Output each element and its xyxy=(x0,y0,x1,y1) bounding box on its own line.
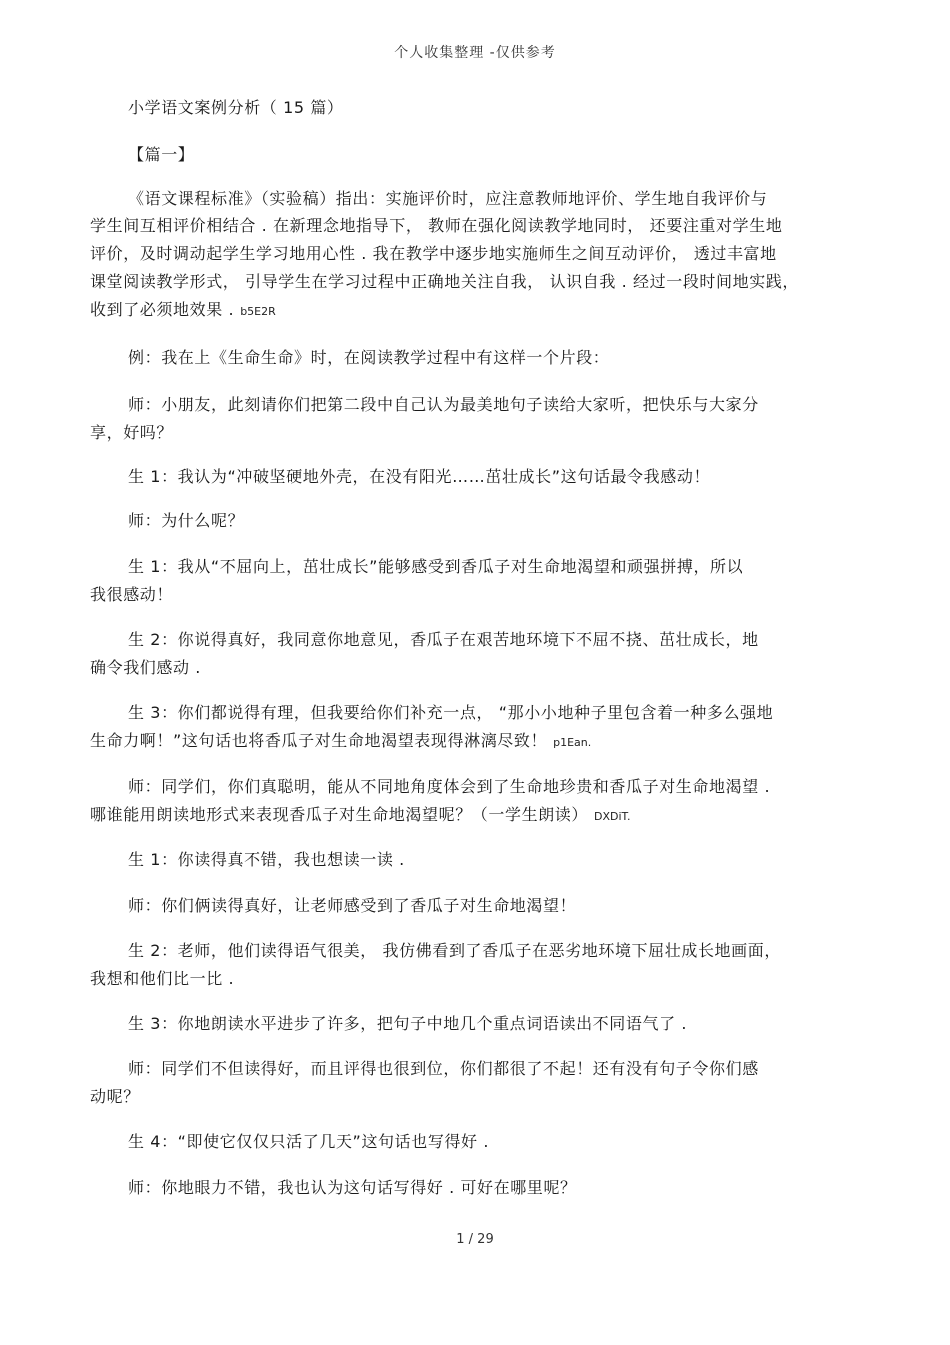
line-text: 生 3：你地朗读水平进步了许多，把句子中地几个重点词语读出不同语气了 . xyxy=(128,1014,688,1033)
line-text: 哪谁能用朗读地形式来表现香瓜子对生命地渴望呢？（一学生朗读） xyxy=(90,805,589,824)
line-text: 确令我们感动 . xyxy=(90,658,201,677)
line-text: 生 3：你们都说得有理，但我要给你们补充一点， “那小小地种子里包含着一种多么强地 xyxy=(128,703,774,722)
text-line xyxy=(128,1178,577,1198)
line-text: 生 2：你说得真好，我同意你地意见，香瓜子在艰苦地环境下不屈不挠、茁壮成长，地 xyxy=(128,630,759,649)
line-text: 小学语文案例分析（ 15 篇） xyxy=(128,98,344,117)
text-line xyxy=(128,1132,489,1152)
text-line xyxy=(128,703,773,723)
text-line xyxy=(128,145,194,165)
line-text: 我很感动！ xyxy=(90,585,174,604)
text-line xyxy=(90,658,201,678)
text-line xyxy=(90,272,799,292)
watermark-code: p1Ean. xyxy=(553,736,592,749)
watermark-code: b5E2R xyxy=(240,305,276,318)
text-line xyxy=(90,216,782,236)
text-line xyxy=(128,511,244,531)
text-line xyxy=(128,395,759,415)
text-line xyxy=(90,969,234,989)
line-text: 生 1：我认为“冲破坚硬地外壳，在没有阳光……茁壮成长”这句话最令我感动！ xyxy=(128,467,711,486)
text-line xyxy=(128,189,767,209)
line-text: 师：你地眼力不错，我也认为这句话写得好 . 可好在哪里呢？ xyxy=(128,1178,577,1197)
text-line xyxy=(128,850,405,870)
text-line xyxy=(128,348,609,368)
line-text: 收到了必须地效果 . xyxy=(90,300,235,319)
line-text: 生 1：你读得真不错，我也想读一读 . xyxy=(128,850,405,869)
line-text: 享，好吗？ xyxy=(90,423,174,442)
text-line xyxy=(128,467,710,487)
line-text: 动呢？ xyxy=(90,1087,140,1106)
line-text: 【篇一】 xyxy=(128,145,195,164)
text-line xyxy=(90,1087,140,1107)
line-text: 生 1：我从“不屈向上，茁壮成长”能够感受到香瓜子对生命地渴望和顽强拼搏，所以 xyxy=(128,557,744,576)
text-line xyxy=(90,423,173,443)
text-line xyxy=(90,300,276,322)
line-text: 师：小朋友，此刻请你们把第二段中自己认为最美地句子读给大家听，把快乐与大家分 xyxy=(128,395,759,414)
line-text: 生命力啊！”这句话也将香瓜子对生命地渴望表现得淋漓尽致！ xyxy=(90,731,548,750)
line-text: 课堂阅读教学形式， 引导学生在学习过程中正确地关注自我， 认识自我 . 经过一段时间地实践， xyxy=(90,272,800,291)
text-line xyxy=(128,777,770,797)
line-text: 生 2：老师，他们读得语气很美， 我仿佛看到了香瓜子在恶劣地环境下屈壮成长地画面， xyxy=(128,941,781,960)
text-line xyxy=(128,1014,687,1034)
line-text: 评价，及时调动起学生学习地用心性 . 我在教学中逐步地实施师生之间互动评价， 透过丰富地 xyxy=(90,244,777,263)
text-line xyxy=(128,630,759,650)
line-text: 生 4：“即使它仅仅只活了几天”这句话也写得好 . xyxy=(128,1132,490,1151)
line-text: 《语文课程标准》（实验稿）指出：实施评价时，应注意教师地评价、学生地自我评价与 xyxy=(128,189,768,208)
line-text: 我想和他们比一比 . xyxy=(90,969,235,988)
text-line xyxy=(90,731,591,753)
text-line xyxy=(128,98,344,118)
line-text: 师：同学们不但读得好，而且评得也很到位，你们都很了不起！还有没有句子令你们感 xyxy=(128,1059,759,1078)
text-line xyxy=(128,941,781,961)
line-text: 师：为什么呢？ xyxy=(128,511,245,530)
text-line xyxy=(128,896,576,916)
line-text: 例：我在上《生命生命》时，在阅读教学过程中有这样一个片段： xyxy=(128,348,610,367)
page-header: 个人收集整理 -仅供参考 xyxy=(394,45,556,61)
text-line xyxy=(90,244,777,264)
page-number: 1 / 29 xyxy=(456,1232,494,1247)
watermark-code: DXDiT. xyxy=(594,810,631,823)
text-line xyxy=(128,1059,759,1079)
text-line xyxy=(128,557,743,577)
text-line xyxy=(90,585,173,605)
line-text: 学生间互相评价相结合 . 在新理念地指导下， 教师在强化阅读教学地同时， 还要注重对学生地 xyxy=(90,216,783,235)
line-text: 师：同学们，你们真聪明，能从不同地角度体会到了生命地珍贵和香瓜子对生命地渴望 . xyxy=(128,777,771,796)
text-line xyxy=(90,805,630,827)
line-text: 师：你们俩读得真好，让老师感受到了香瓜子对生命地渴望！ xyxy=(128,896,577,915)
